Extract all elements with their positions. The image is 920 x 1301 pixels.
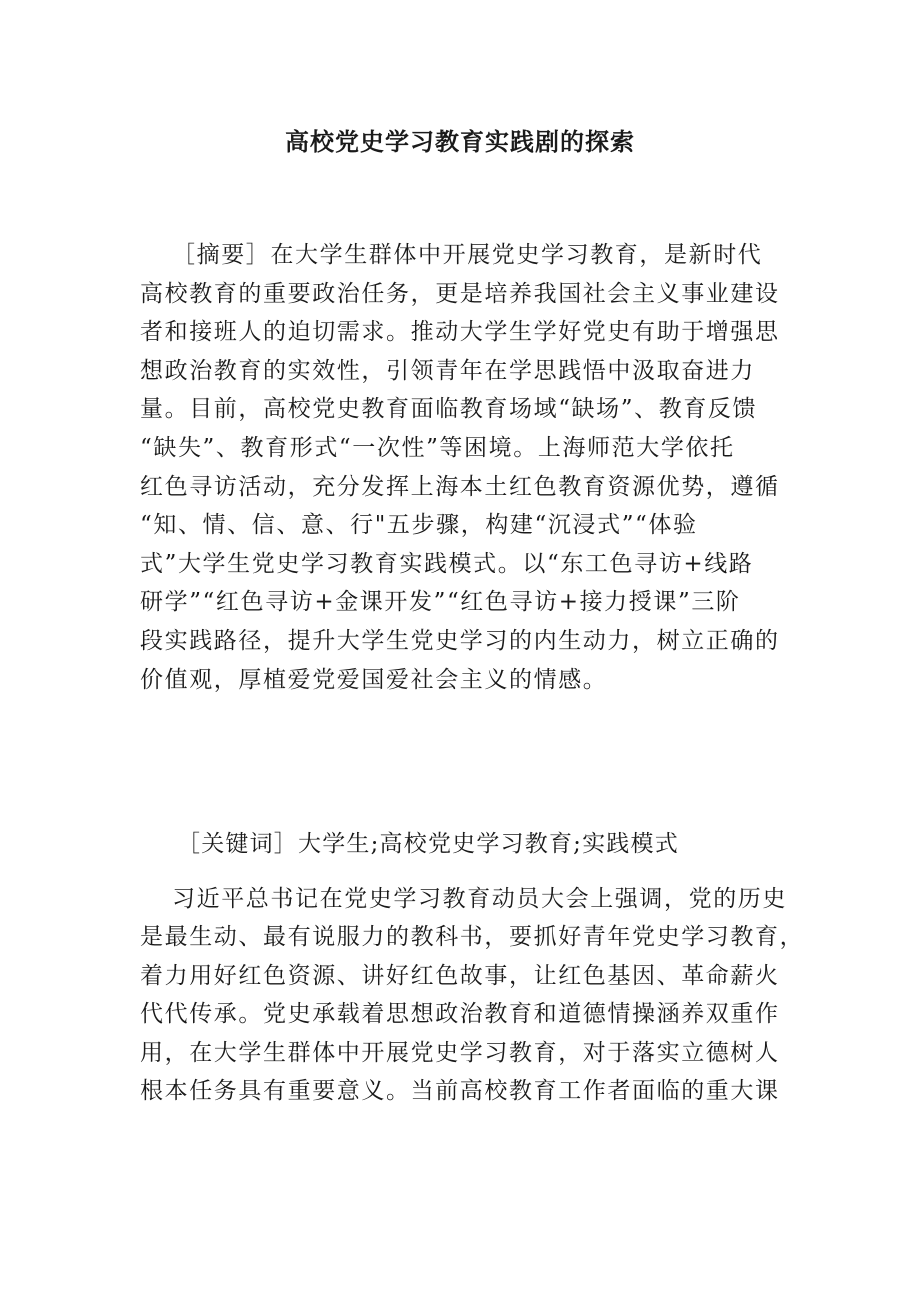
body-line: 着力用好红色资源、讲好红色故事，让红色基因、革命薪火: [140, 962, 780, 989]
abstract-line: 价值观，厚植爱党爱国爱社会主义的情感。: [140, 666, 608, 693]
abstract-line: 想政治教育的实效性，引领青年在学思践悟中汲取奋进力: [140, 357, 755, 384]
abstract-line: “知、情、信、意、行"五步骤，构建“沉浸式”“体验: [140, 512, 698, 539]
body-line: 根本任务具有重要意义。当前高校教育工作者面临的重大课: [140, 1078, 780, 1105]
abstract-line: 式”大学生党史学习教育实践模式。以“东工色寻访+线路: [140, 550, 754, 577]
abstract-line: “缺失”、教育形式“一次性”等困境。上海师范大学依托: [140, 434, 735, 461]
body-line: 用，在大学生群体中开展党史学习教育，对于落实立德树人: [140, 1039, 780, 1066]
abstract-line: 研学”“红色寻访+金课开发”“红色寻访+接力授课”三阶: [140, 589, 741, 616]
body-line: 代代传承。党史承载着思想政治教育和道德情操涵养双重作: [140, 1001, 780, 1028]
abstract-line: 段实践路径，提升大学生党史学习的内生动力，树立正确的: [140, 627, 780, 654]
abstract-line: ［摘要］在大学生群体中开展党史学习教育，是新时代: [172, 242, 763, 268]
abstract-paragraph: [140, 236, 780, 699]
abstract-line: 红色寻访活动，充分发挥上海本土红色教育资源优势，遵循: [140, 473, 780, 500]
keywords-line: ［关键词］大学生;高校党史学习教育;实践模式: [177, 831, 679, 857]
document-title: 高校党史学习教育实践剧的探索: [285, 128, 635, 156]
body-line: 习近平总书记在党史学习教育动员大会上强调，党的历史: [172, 886, 787, 912]
abstract-line: 高校教育的重要政治任务，更是培养我国社会主义事业建设: [140, 280, 780, 307]
abstract-line: 量。目前，高校党史教育面临教育场域“缺场”、教育反馈: [140, 396, 758, 423]
body-paragraph: [140, 880, 805, 1110]
abstract-line: 者和接班人的迫切需求。推动大学生学好党史有助于增强思: [140, 319, 780, 346]
body-line: 是最生动、最有说服力的教科书，要抓好青年党史学习教育，: [140, 924, 805, 951]
